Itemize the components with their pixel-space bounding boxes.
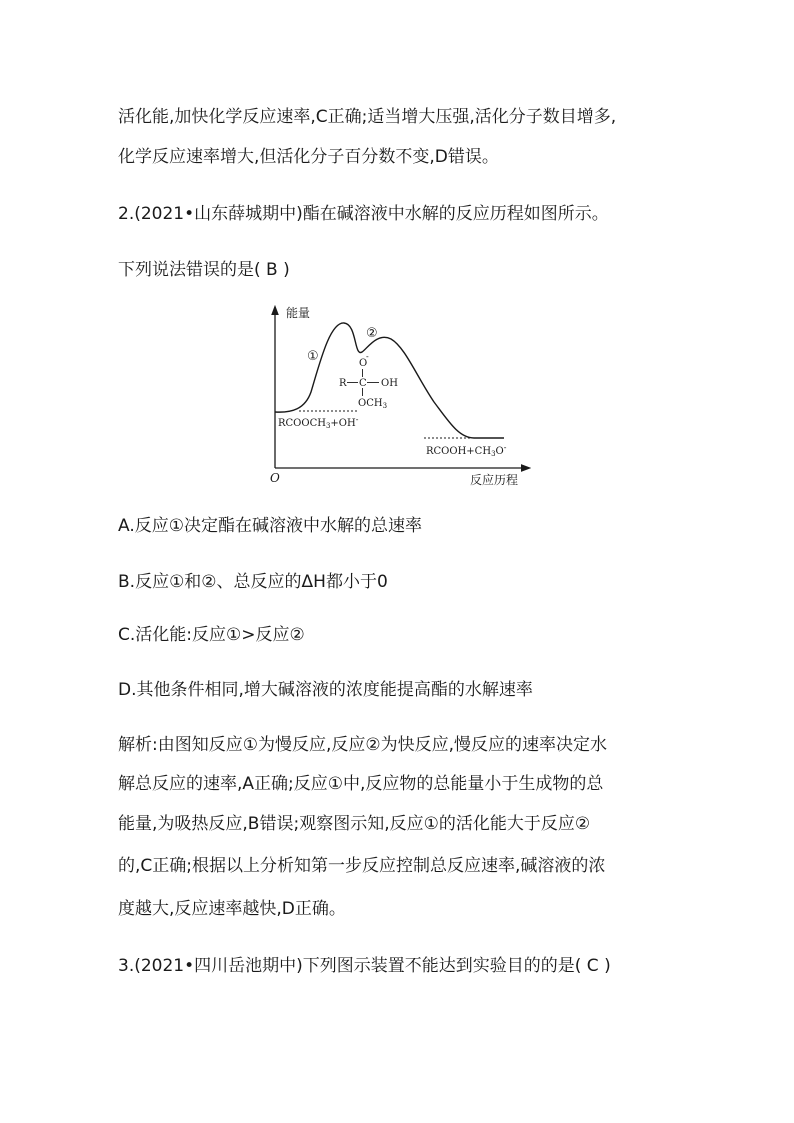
intermediate-methoxy: $OCH_3$ [358,398,388,410]
question-3-stem: 3.(2021•四川岳池期中)下列图示装置不能达到实验目的的是( C ) [118,956,611,976]
explanation-line-5: 度越大,反应速率越快,D正确。 [118,899,346,919]
energy-profile-diagram [262,302,532,494]
continuation-line-2: 化学反应速率增大,但活化分子百分数不变,D错误。 [118,147,499,167]
intermediate-carbon: C [359,378,367,389]
question-2-stem: 2.(2021•山东薛城期中)酯在碱溶液中水解的反应历程如图所示。 [118,204,609,224]
products-label: $RCOOH+CH_3O^-$ [426,443,507,458]
y-axis-label: 能量 [286,306,311,320]
origin-label: O [270,471,280,485]
option-d: D.其他条件相同,增大碱溶液的浓度能提高酯的水解速率 [118,680,533,700]
explanation-line-4: 的,C正确;根据以上分析知第一步反应控制总反应速率,碱溶液的浓 [118,856,606,876]
option-a: A.反应①决定酯在碱溶液中水解的总速率 [118,516,422,536]
intermediate-r-group: R [339,378,347,389]
explanation-line-2: 解总反应的速率,A正确;反应①中,反应物的总能量小于生成物的总 [118,774,604,794]
explanation-line-3: 能量,为吸热反应,B错误;观察图示知,反应①的活化能大于反应② [118,814,591,834]
continuation-line-1: 活化能,加快化学反应速率,C正确;适当增大压强,活化分子数目增多, [118,107,617,127]
question-2-stem-continued: 下列说法错误的是( B ) [118,260,290,280]
x-axis-label: 反应历程 [470,473,519,487]
intermediate-oxygen-charge: - [366,352,369,361]
intermediate-top-oxygen: O [359,358,368,369]
intermediate-hydroxyl: OH [381,378,398,389]
step-1-label: ① [307,349,319,364]
step-2-label: ② [366,326,378,341]
explanation-line-1: 解析:由图知反应①为慢反应,反应②为快反应,慢反应的速率决定水 [118,735,608,755]
reactants-label: $RCOOCH_3+OH^-$ [278,415,359,430]
option-b: B.反应①和②、总反应的ΔH都小于0 [118,572,388,592]
option-c: C.活化能:反应①>反应② [118,625,305,645]
